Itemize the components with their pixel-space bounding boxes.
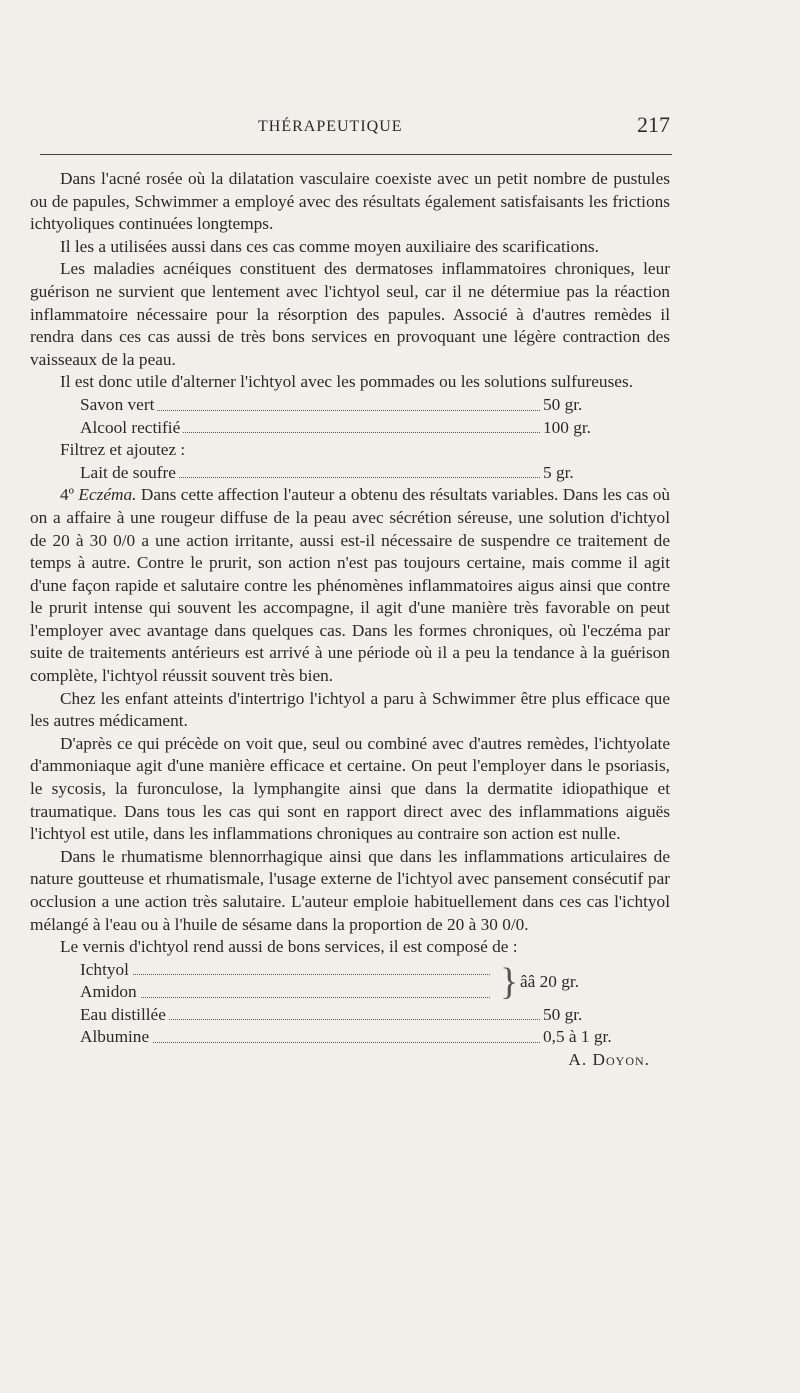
ingredient-name: Ichtyol	[80, 959, 132, 982]
filtrez-line: Filtrez et ajoutez :	[60, 440, 186, 460]
section-text: Dans cette affection l'auteur a obtenu des résultats variables. Dans les cas où on a affaire à une rougeur diffuse de la peau avec sécrétion séreuse, une solution d'ichtyol de 20 à 30 0/0 a une action irritante, aussi est-il nécessaire de suspendre ce traitement de temps à autre. Contre le prurit, son action n'est pas toujours certaine, mais comme il agit d'une façon rapide et salutaire contre les phénomènes inflammatoires aigus ainsi que contre le prurit intense qui souvent les accompagne, il agit d'une manière très favorable on peut l'employer avec avantage dans quelques cas. Dans les formes chroniques, où l'eczéma par suite de traitements antérieurs est arrivé à une période où il a peu la tendance à la guérison complète, l'ichtyol réussit souvent très bien.	[30, 485, 670, 686]
recipe-vernis	[30, 959, 670, 1049]
ingredient-quantity: 50 gr.	[540, 394, 585, 417]
page-number: 217	[637, 112, 670, 137]
ingredient-name: Albumine	[80, 1026, 152, 1049]
header-rule	[40, 154, 672, 155]
recipe-row	[30, 462, 670, 485]
ingredient-quantity: 0,5 à 1 gr.	[540, 1026, 615, 1049]
leader-dots	[80, 997, 490, 998]
paragraph-intertrigo: Chez les enfant atteints d'intertrigo l'ichtyol a paru à Schwimmer être plus efficace que les autres médicament.	[30, 688, 670, 731]
ingredient-quantity: 50 gr.	[540, 1004, 585, 1027]
paragraph-vernis: Le vernis d'ichtyol rend aussi de bons services, il est composé de :	[60, 937, 518, 957]
ingredient-name: Savon vert	[80, 394, 157, 417]
recipe-savon	[30, 394, 670, 439]
author-signature: A. Doyon.	[568, 1049, 650, 1069]
leader-dots	[80, 974, 490, 975]
recipe-row	[30, 1026, 670, 1049]
recipe-soufre	[30, 462, 670, 485]
paragraph-ichtyolate: D'après ce qui précède on voit que, seul ou combiné avec d'autres remèdes, l'ichtyolate d'ammoniaque agit d'une manière efficace et certaine. On peut l'employer dans le psoriasis, le sycosis, la furonculose, la lymphangite ainsi que dans la dermatite idiopathique et traumatique. Dans tous les cas qui sont en rapport direct avec des inflammations aiguës l'ichtyol est utile, dans les inflammations chroniques au contraire son action est nulle.	[30, 733, 670, 844]
ingredient-quantity: 5 gr.	[540, 462, 577, 485]
ingredient-quantity: 100 gr.	[540, 417, 594, 440]
recipe-row	[30, 417, 670, 440]
page	[30, 0, 670, 1393]
page-header	[30, 110, 670, 140]
ingredient-name: Eau distillée	[80, 1004, 169, 1027]
recipe-row	[30, 394, 670, 417]
paragraph-acne-rosee: Dans l'acné rosée où la dilatation vasculaire coexiste avec un petit nombre de pustules ou de papules, Schwimmer a employé avec des résultats également satisfaisants les frictions ichtyoliques continuées longtemps.	[30, 169, 670, 234]
ingredient-pair	[30, 959, 670, 1004]
ingredient-name: Lait de soufre	[80, 462, 179, 485]
brace-icon: }	[500, 960, 519, 1003]
ingredient-name: Amidon	[80, 981, 140, 1004]
body-text	[30, 168, 670, 1072]
section-title: Eczéma.	[78, 485, 137, 505]
section-number: 4º	[60, 485, 74, 505]
paragraph-scarifications: Il les a utilisées aussi dans ces cas comme moyen auxiliaire des scarifications.	[60, 236, 599, 256]
recipe-row	[30, 1004, 670, 1027]
paragraph-rhumatisme: Dans le rhumatisme blennorrhagique ainsi que dans les inflammations articulaires de nature goutteuse et rhumatismale, l'usage externe de l'ichtyol avec pansement consécutif par occlusion a une action très salutaire. L'auteur emploie habituellement dans ces cas l'ichtyol mélangé à l'eau ou à l'huile de sésame dans la proportion de 20 à 30 0/0.	[30, 846, 670, 934]
paragraph-eczema	[30, 484, 670, 687]
running-title: THÉRAPEUTIQUE	[258, 118, 403, 135]
paragraph-maladies-acneiques: Les maladies acnéiques constituent des dermatoses inflammatoires chroniques, leur guérison ne survient que lentement avec l'ichtyol seul, car il ne détermiue pas la réaction inflammatoire nécessaire pour la résorption des papules. Associé à d'autres remèdes il rendra dans ces cas aussi de très bons services en provoquant une légère contraction des vaisseaux de la peau.	[30, 259, 670, 369]
ingredient-quantity: ââ 20 gr.	[520, 971, 580, 991]
paragraph-alterner: Il est donc utile d'alterner l'ichtyol avec les pommades ou les solutions sulfureuses.	[60, 372, 634, 392]
ingredient-name: Alcool rectifié	[80, 417, 183, 440]
